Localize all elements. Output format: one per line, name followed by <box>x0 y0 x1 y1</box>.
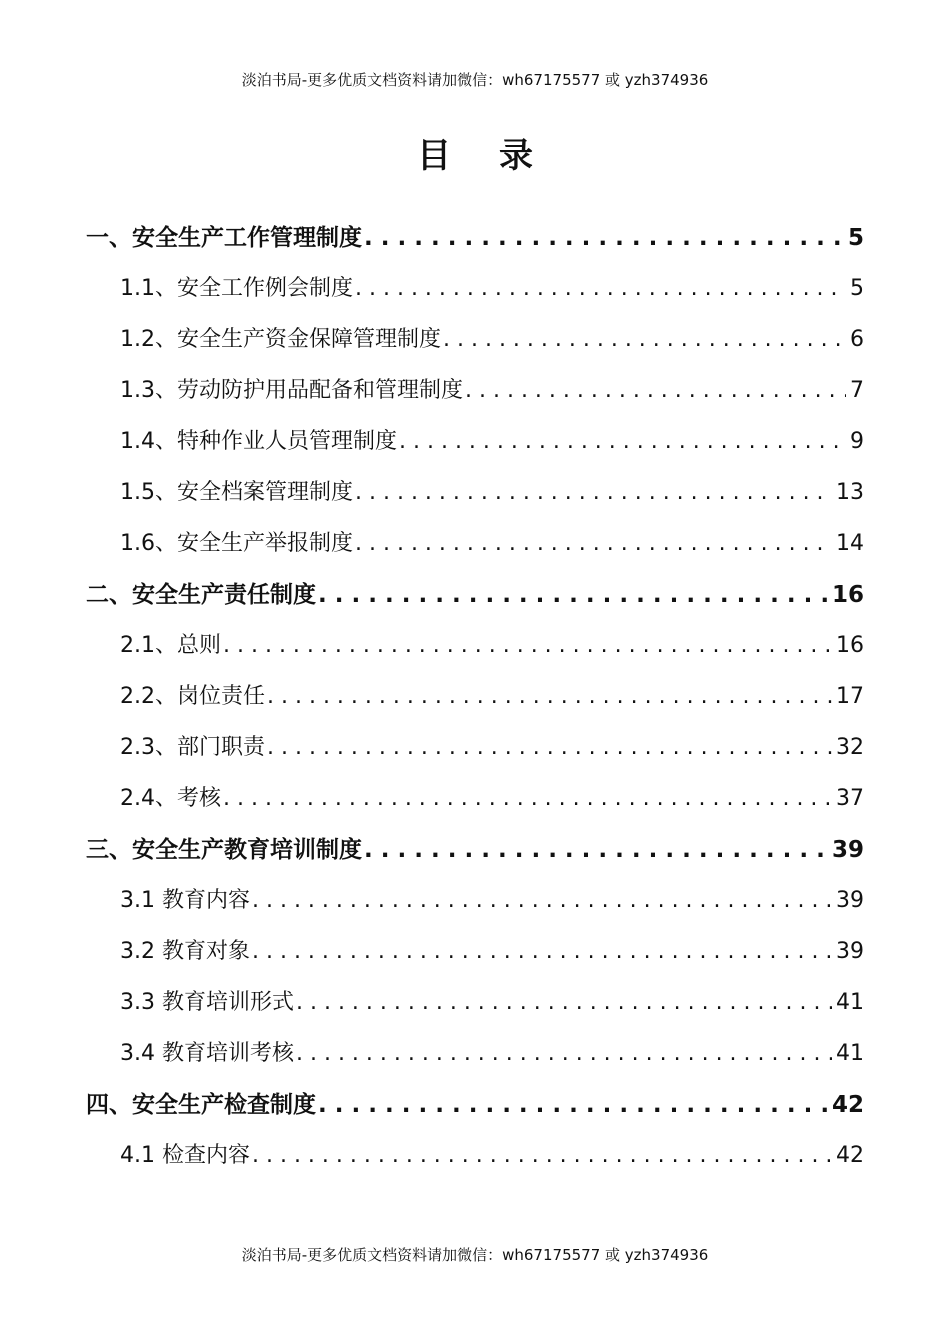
toc-dot-leader <box>252 932 832 972</box>
toc-dot-leader <box>318 575 828 615</box>
toc-dot-leader <box>296 1034 832 1074</box>
toc-entry-label: 1.4、特种作业人员管理制度 <box>120 429 397 454</box>
toc-entry-label: 三、安全生产教育培训制度 <box>86 837 362 863</box>
toc-entry[interactable] <box>86 575 864 615</box>
toc-entry[interactable] <box>120 983 864 1023</box>
toc-dot-leader <box>364 218 844 258</box>
toc-page-number: 5 <box>847 225 864 251</box>
toc-entry-label: 2.1、总则 <box>120 633 221 658</box>
toc-entry[interactable] <box>120 677 864 717</box>
toc-dot-leader <box>267 677 832 717</box>
toc-entry[interactable] <box>120 524 864 564</box>
toc-dot-leader <box>443 320 846 360</box>
toc-page-number: 9 <box>850 429 864 454</box>
toc-dot-leader <box>223 779 832 819</box>
toc-dot-leader <box>399 422 846 462</box>
toc-dot-leader <box>355 269 846 309</box>
toc-entry-label: 2.4、考核 <box>120 786 221 811</box>
toc-page-number: 5 <box>850 276 864 301</box>
toc-page-number: 42 <box>836 1143 864 1168</box>
toc-entry-label: 4.1 检查内容 <box>120 1143 250 1168</box>
toc-entry-label: 1.3、劳动防护用品配备和管理制度 <box>120 378 463 403</box>
toc-entry-label: 1.2、安全生产资金保障管理制度 <box>120 327 441 352</box>
toc-dot-leader <box>465 371 846 411</box>
toc-entry-label: 3.3 教育培训形式 <box>120 990 294 1015</box>
toc-entry-label: 四、安全生产检查制度 <box>86 1092 316 1118</box>
toc-dot-leader <box>223 626 832 666</box>
toc-page-number: 13 <box>836 480 864 505</box>
toc-entry-label: 2.2、岗位责任 <box>120 684 265 709</box>
toc-dot-leader <box>267 728 832 768</box>
toc-entry-label: 1.1、安全工作例会制度 <box>120 276 353 301</box>
toc-entry[interactable] <box>120 1136 864 1176</box>
toc-entry[interactable] <box>120 728 864 768</box>
toc-page-number: 14 <box>836 531 864 556</box>
toc-entry-label: 1.5、安全档案管理制度 <box>120 480 353 505</box>
toc-entry[interactable] <box>120 320 864 360</box>
toc-entry-label: 一、安全生产工作管理制度 <box>86 225 362 251</box>
toc-dot-leader <box>252 1136 832 1176</box>
toc-entry-label: 二、安全生产责任制度 <box>86 582 316 608</box>
toc-page-number: 32 <box>836 735 864 760</box>
toc-dot-leader <box>318 1085 828 1125</box>
toc-page-number: 41 <box>836 1041 864 1066</box>
toc-entry[interactable] <box>86 1085 864 1125</box>
toc-entry-label: 3.1 教育内容 <box>120 888 250 913</box>
toc-entry[interactable] <box>120 473 864 513</box>
toc-entry[interactable] <box>120 932 864 972</box>
toc-page-number: 7 <box>850 378 864 403</box>
toc-entry[interactable] <box>120 779 864 819</box>
toc-page-number: 41 <box>836 990 864 1015</box>
toc-page-number: 42 <box>831 1092 864 1118</box>
toc-entry[interactable] <box>86 830 864 870</box>
toc-dot-leader <box>296 983 832 1023</box>
toc-entry[interactable] <box>120 1034 864 1074</box>
toc-entry-label: 3.4 教育培训考核 <box>120 1041 294 1066</box>
toc-dot-leader <box>252 881 832 921</box>
page-footer: 淡泊书局-更多优质文档资料请加微信：wh67175577 或 yzh374936 <box>241 1246 709 1264</box>
toc-page-number: 37 <box>836 786 864 811</box>
page-header: 淡泊书局-更多优质文档资料请加微信：wh67175577 或 yzh374936 <box>241 71 709 89</box>
toc-page-number: 6 <box>850 327 864 352</box>
toc-page-number: 16 <box>836 633 864 658</box>
toc-entry-label: 2.3、部门职责 <box>120 735 265 760</box>
toc-page-number: 39 <box>836 888 864 913</box>
toc-entry-label: 3.2 教育对象 <box>120 939 250 964</box>
toc-page-number: 39 <box>836 939 864 964</box>
toc-entry[interactable] <box>120 269 864 309</box>
toc-dot-leader <box>355 524 832 564</box>
toc-page-number: 39 <box>831 837 864 863</box>
toc-page-number: 16 <box>831 582 864 608</box>
toc-entry[interactable] <box>86 218 864 258</box>
page-title: 目录 <box>417 136 581 176</box>
toc-entry[interactable] <box>120 881 864 921</box>
toc-page-number: 17 <box>836 684 864 709</box>
toc-entry[interactable] <box>120 371 864 411</box>
toc-entry[interactable] <box>120 626 864 666</box>
toc-entry[interactable] <box>120 422 864 462</box>
toc-dot-leader <box>364 830 828 870</box>
toc-entry-label: 1.6、安全生产举报制度 <box>120 531 353 556</box>
toc-dot-leader <box>355 473 832 513</box>
